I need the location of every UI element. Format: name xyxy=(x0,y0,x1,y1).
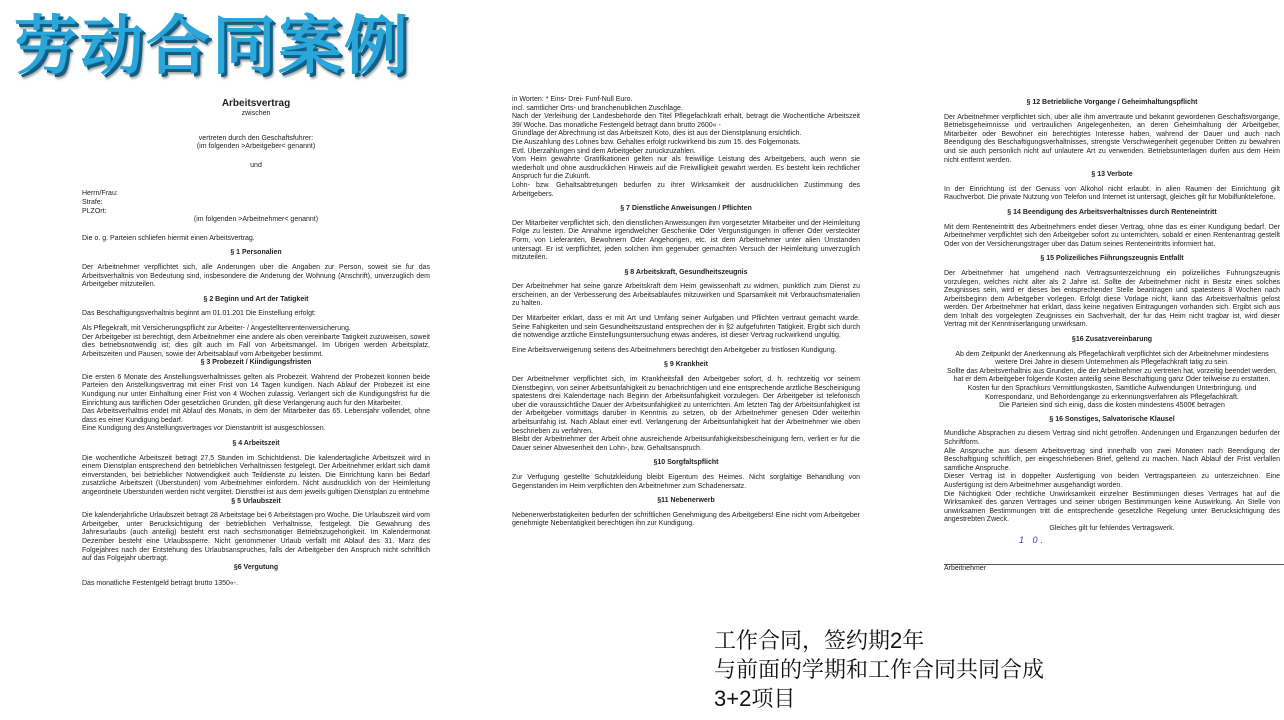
section-12-title: § 12 Betriebliche Vorgange / Geheimhaltungspflicht xyxy=(1026,99,1198,106)
und-text: und xyxy=(250,161,262,169)
section-16-line-3: Kosten fur den Sprachkurs Vermittlungskosten, Samtliche Aufwendungen Unterbringung. und Korrespondanz, und Behordengange zu erkennungsverfahren als Pflegefachkraft. xyxy=(967,385,1257,401)
salary-supplements: incl. samtlicher Orts- und branchenublichen Zuschlage. xyxy=(512,104,683,112)
section-16b-p5: Gleiches gilt fur fehlendes Vertragswerk. xyxy=(1049,524,1175,532)
section-3-text: Die ersten 6 Monate des Anstellungsverhaltnisses gelten als Probezeit. Wahrend der Probezeit konnen beide Parteien den Anstellungsvertrag mit einer Frist von 14 Tagen kundigen. Nach Ablauf der Probezeit ist eine Kundigung nur unter Einhaltung einer Frist von 4 Wochen zulassig. Verlangert sich die Kundigungsfrist fur die Einrichtung aus tariflichen Oder gesetzlichen Grunden, gilt diese Verlangerung auch fur den Mitarbeiter. xyxy=(82,373,430,407)
section-13-text: In der Einrichtung ist der Genuss von Alkohol nicht erlaubt. in alien Raumen der Einrichtung gilt Rauchverbot. Die private Nutzung von Telefon und Internet ist untersagt, gleiches gilt fur Mobilfunktelefone. xyxy=(944,185,1280,202)
section-11-title: §11 Nebenerwerb xyxy=(657,497,715,505)
section-6-text: Das monatliche Festentgeld betragt brutto 1350«-. xyxy=(82,580,239,588)
section-16b-p2: Alle Anspruche aus diesem Arbeitsvertrag sind innerhalb von zwei Monaten nach Beendigung der Beschaftigung schriftlich, per eingeschriebenen Brief, geltend zu machen. Nach Ablauf der Frist verfallen samtliche Anspruche. xyxy=(944,447,1280,472)
section-9-text: Der Arbeitnehmer verpflichtet sich, im Krankheitsfall den Arbeitgeber sofort, d. h. rechtzeitig vor seinem Dienstbeginn, von seiner Arbeitsunfahigkeit zu benachrichtigen und eine entsprechende arztliche Bescheinigung spatestens drei Kalendertage nach Beginn der Arbeitsunfahigkeit vorzulegen. Der Arbeitgeber ist telefonisch uber die voraussichtliche Dauer der Arbeitsunfahigkeit zu unterrichten. Am letzten Tag der Arbeitsunfahigkeit ist der Arbeitgeber vormittags daruber in Kenntnis zu setzen, ob der Arbeitnehmer genesen Oder weiterhin arbeitsunfahig ist. Nach Ablaut einer evtl. Verlangerung der Arbeitsunfahigkeit hat der Arbeitnehmer wie oben beschrieben zu verfahren. xyxy=(512,376,860,435)
section-8-title: § 8 Arbeitskraft, Gesundheitszeugnis xyxy=(624,268,748,276)
section-16b-p4: Die Nichtigkeit Oder rechtliche Unwirksamkeit einzelner Bestimmungen dieses Vertrages hat auf die Wirksamkeit des ganzen Vertrages und seiner ubrigen Bestimmungen keine Auswirkung. An Stelle von unwirksamen Bestimmungen tritt die entsprechende gesetzliche Regelung unter Berucksichtigung des angestrebten Zweck. xyxy=(944,490,1280,524)
representation-line: vertreten durch den Geschaftsfuhrer: xyxy=(198,134,314,142)
section-9-text-2: Bleibt der Arbeitnehmer der Arbeit ohne ausreichende Arbeitsunfahigkeitsbescheinigung fern, verliert er fur die Dauer seiner Abwesenheit den Lohn-, bzw. Gehaltsanspruch. xyxy=(512,436,860,452)
slide-title: 劳动合同案例 xyxy=(14,10,410,82)
section-8-p3: Eine Arbeitsverweigerung seitens des Arbeitnehmers berechtigt den Arbeitgeber zu fristlosen Kundigung. xyxy=(512,346,837,354)
overpayment: Evtl. Uberzahlungen sind dem Arbeitgeber zuruckzuzahlen. xyxy=(512,147,696,155)
section-16-title: §16 Zusatzvereinbarung xyxy=(1071,336,1153,344)
section-16-line-2: Sollte das Arbeitsverhaltnis aus Grunden, die der Arbeitnehmer zu vertreten hat, vorzeitig beendet werden, hat er dem Arbeitgeber folgende Kosten anteilig seine Beschaftigung ganz Oder teilweise zu erstatten. xyxy=(947,367,1277,384)
section-12-text: Der Arbeitnehmer verpflichtet sich, uber alle ihm anvertraute und bekannt gewordenen Geschaftsvorgange, Betriebsgeheimnisse und vertraulichen Angelegenheiten, an deren Geheimhaltung der Arbeitgeber, Mitarbeiter oder Bewohner ein berechtigtes Interesse haben, wahrend der Dauer und auch nach Beendigung des Beschaftigungsverhaltnisses, strengste Verschwiegenheit gegenuber Dritten zu bewahren und sie auch personlich nicht auf unlautere Art zu verwenden. Betriebsunterlagen durfen aus dem Heim nicht entfernt werden. xyxy=(944,113,1280,164)
handwritten-mark: 1 0. xyxy=(1019,534,1047,545)
section-6-title: §6 Vergutung xyxy=(233,563,279,571)
contract-page-2 xyxy=(512,96,860,586)
section-1-title: § 1 Personalien xyxy=(230,249,282,257)
section-10-text: Zur Verfugung gestellte Schutzkleidung bleibt Eigentum des Heimes. Nicht sorgfaltige Behandlung von Gegenstanden im Heim verpflichten den Arbeitnehmer zum Schadenersatz. xyxy=(512,473,860,490)
section-2-p3: Der Arbeitgeber ist berechtigt, dem Arbeitnehmer eine andere als oben vereinbarte Tatigkeit zuzuweisen, soweit dies betriebsnotwendig ist; dies gilt auch im Fall von Arbeitsmangel. Im Ubrigen werden Arbeitsplatz, Arbeitszeiten und Pausen, sowie der Arbeitsablauf vom Arbeitgeber bestimmt. xyxy=(82,333,430,358)
intro-text: Die o. g. Parteien schliefen hiermit einen Arbeitsvertrag. xyxy=(82,234,255,242)
note-line-3: 3+2项目 xyxy=(714,686,796,711)
section-16-line-1: Ab dem Zeitpunkt der Anerkennung als Pflegefachkraft verpflichtet sich der Arbeitnehmer mindestens weitere Drei Jahre in diesem Unternehmen als Pflegefachkraft tatig zu sein. xyxy=(955,350,1269,367)
section-16b-p3: Dieser Vertrag ist in doppelter Ausfertigung von beiden Vertragsparteien zu unterzeichnen. Eine Ausfertigung ist dem Arbeitnehmer ausgehandigt worden. xyxy=(944,473,1280,489)
note-line-2: 与前面的学期和工作合同共同合成 xyxy=(714,657,1045,682)
section-14-title: § 14 Beendigung des Arbeitsverhaltnisses durch Renteneintritt xyxy=(1007,208,1217,216)
contract-subtitle: zwischen xyxy=(241,110,271,117)
section-15-title: § 15 Polizeiliches Fiihrungszeugnis Entfallt xyxy=(1040,255,1184,263)
section-4-text: Die wochentliche Arbeitszeit betragt 27,5 Stunden im Schichtdienst. Die kalendertagliche Arbeitszeit wird in einem Dienstplan entsprechend den betrieblichen Verhaltnissen festgelegt. Der Arbeitnehmer erklart sich damit einverstanden, bei betrieblicher Notwendigkeit auch Teildienste zu leisten. Die Einrichtung kann bei Bedarf zusatzliche Arbeitszeit (Uberstunden) vom Arbeitnehmer einfordern. Nicht ausdrucklich von der Heimleitung angeordnete Uberstunden werden nicht vergiitet. Dienstfrei ist aus dem jeweils gultigen Dienstplan zu entnehme xyxy=(82,454,430,496)
section-14-text: Mit dem Renteneintritt des Arbeitnehmers endet dieser Vertrag, ohne das es einer Kundigung bedarf. Der Arbeitnehmer verpflichtet sich den Arbeitgeber sofort zu unterrichten, sobald er einen Rentenantrag gestellt Oder von der Versicherungstrager uber das Datum seines Renteneintritts informiert hat. xyxy=(944,223,1280,248)
section-13-title: § 13 Verbote xyxy=(1091,171,1133,179)
contract-title: Arbeitsvertrag xyxy=(221,98,291,109)
section-10-title: §10 Sorgfaltspflicht xyxy=(653,459,719,467)
section-5-text: Die kalenderjahrliche Urlaubszeit betragt 28 Arbeitstage bei 6 Arbeitstagen pro Woche. Die Urlaubszeit wird vom Arbeitgeber, unter Berucksichtigung der betrieblichen Verhaltnisse, festgelegt. Die Gewahrung des Jahresurlaubs (auch anteilig) besteht erst nach sechsmonatiger Betriebszugehorigkeit. Im Kalendermonat Dezember besteht eine Urlaubssperre. Nicht genommener Urlaub verfallt mit Ablauf des 31. Marz des Folgejahres nach der Entstehung des Urlaubsanspruches, falls der Arbeitgeber den Anspruch nicht schriftlich auf das Folgejahr ubertragt. xyxy=(82,512,430,563)
note-line-1: 工作合同，签约期2年 xyxy=(714,628,925,653)
section-5-title: § 5 Urlaubszeit xyxy=(231,497,281,505)
salary-after-title: Nach der Verleihung der Landesbehorde den Titel Pflegefachkraft erhalt, betragt die Wochentliche Arbeitszeit 39/ Woche. Das monatliche Festengeld betragt dann brutto 2600« - xyxy=(512,113,860,129)
section-2-p2: Als Pflegekraft, mit Versicherungspflicht zur Arbeiter- / Angestelltenrentenversicherung. xyxy=(82,324,351,332)
section-2-p1: Das Beschaftigungsverhaltnis beginnt am 01.01.201 Die Einstellung erfolgt: xyxy=(82,310,316,318)
section-7-title: § 7 Dienstliche Anweisungen / Pflichten xyxy=(620,205,752,213)
section-16b-p1: Mundliche Absprachen zu diesem Vertrag sind nicht getroffen. Anderungen und Erganzungen bedurfen der Schriftform. xyxy=(944,430,1280,446)
section-11-text: Nebenerwerbstatigkeiten bedurfen der schriftlichen Genehmigung des Arbeitgebers! Eine nicht vom Arbeitgeber genehmigte Nebentatigkeit berechtigen ihn zur Kundigung. xyxy=(512,511,860,528)
field-street: Strafe: xyxy=(82,198,103,206)
section-16b-title: § 16 Sonstiges, Salvatorische Klausel xyxy=(1049,415,1175,423)
section-7-text: Der Mitarbeiter verpflichtet sich, den dienstlichen Anweisungen ihm vorgesetzter Mitarbeiter und der Heimleitung Folge zu leisten. Die Annahme irgendwelcher Geschenke Oder Vergunstigungen in offener Oder versteckter Form, von Lieferanten, Bewohnern Oder Angehorigen, etc. ist dem Arbeitnehmer unter alien Umstanden untersagt. Er ist verpflichtet, jeden solchen ihm gegenuber gemachten Versuch der Heimleitung unverzuglich mitzuteilen. xyxy=(512,219,860,262)
salary-in-words: in Worten: * Eins- Drei- Funf-Null Euro. xyxy=(512,96,633,103)
section-4-title: § 4 Arbeitszeit xyxy=(232,440,280,448)
section-16-line-4: Die Parteien sind sich einig, dass die kosten mindestens 4500€ betragen xyxy=(999,402,1225,410)
billing-basis: Grundlage der Abrechnung ist das Arbeitszeit Koto, dies ist aus der Dienstplanung ersichtlich. xyxy=(512,130,802,138)
section-1-text: Der Arbeitnehmer verpflichtet sich, alle Anderungen uber die Angaben zur Person, soweit sie fur das Arbeitsverhaltnis von Bedeutung sind, insbesondere die Anderung der Wohnung (Anschrift), unverzuglich dem Arbeitgeber mitzuteilen. xyxy=(82,263,430,289)
section-3-text-2: Das Arbeitsverhaltnis endet mit Ablauf des Monats, in dem der Mitarbeiter das 65. Lebensjahr vollendet, ohne dass es einer Kundigung bedarf. xyxy=(82,408,430,424)
section-8-p2: Der Mitarbeiter erklart, dass er mit Art und Umfang seiner Aufgaben und Pflichten vertraut gemacht wurde. Seine Fahigkeiten und sein Gesundheitszustand entsprechen der in §2 aufgefuhrten Tatigkeit. Ergibt sich durch die notwendige arztliche Einstellungsuntersuchung etwas anderes, ist dieser Vertrag ruckwirkend ungultig. xyxy=(512,315,860,340)
contract-page-1 xyxy=(82,96,430,636)
section-2-title: § 2 Beginn und Art der Tatigkeit xyxy=(203,295,309,303)
gratifications: Vom Heim gewahrte Gratifikationen gelten nur als freiwillige Leistung des Arbeitgebers, auch wenn sie wiederholt und ohne ausdrucklichen Hinweis auf die Freiwilligkeit gewahrt werden. Es besteht kein rechtlicher Anspruch fur die Zukunft. xyxy=(512,156,860,181)
section-3-title: § 3 Probezeit / Kiindigungsfristen xyxy=(200,359,312,367)
contract-page-3 xyxy=(944,94,1280,573)
signature-label: Arbeitnehmer xyxy=(944,565,987,573)
section-15-text: Der Arbeitnehmer hat umgehend nach Vertragsunterzeichnung ein polizeiliches Fuhrungszeugnis vorzulegen, welches nicht alter als 2 Jahre ist. Sollte der Arbeitnehmer nicht in Besitz eines solches Zeugnisses sein, wird er dieses bei entsprechender Stelle beantragen und spatestens 8 Wochen nach Arbeitsbeginn dem Arbeitgeber vorlegen. Erfolgt diese Vorlage nicht, kann das Arbeitsverhaltnis gelost werden. Der Arbeitnehmer hat erklart, dass keine negativen Eintragungen vorhanden sich. Ergibt sich aus dem Inhalt des vorgelegten Zeugnisses ein Sachverhalt, der fur das Heim nicht tragbar ist, wird dieser Vertrag mit der Kenntniserlangung unwirksam. xyxy=(944,269,1280,329)
section-8-p1: Der Arbeitnehmer hat seine ganze Arbeitskraft dem Heim gewissenhaft zu widmen, punktlich zum Dienst zu erscheinen, an der Verbesserung des Arbeitsablaufes mitzuwirken und Sparsamkeit mit Verbrauchsmaterialien zu halten. xyxy=(512,283,860,308)
section-9-title: § 9 Krankheit xyxy=(664,361,708,369)
employer-reference: (im folgenden >Arbeitgeber< genannt) xyxy=(196,143,316,151)
field-city: PLZOrt: xyxy=(82,207,107,215)
section-3-text-3: Eine Kundigung des Anstellungsvertrages vor Dienstantritt ist ausgeschlossen. xyxy=(82,425,326,433)
employee-reference: (im folgenden >Arbeitnehmer< genannt) xyxy=(193,216,319,224)
wage-assignment: Lohn- bzw. Gehaltsabtretungen bedurfen zu ihrer Wirksamkeit der ausdrucklichen Zustimmung des Arbeitgebers. xyxy=(512,181,860,198)
payment-date: Die Auszahlung des Lohnes bzw. Gehaltes erfolgt ruckwirkend bis zum 15. des Folgemonats. xyxy=(512,138,801,146)
field-name: Herrn/Frau: xyxy=(82,190,118,198)
slide-note xyxy=(714,626,1044,713)
